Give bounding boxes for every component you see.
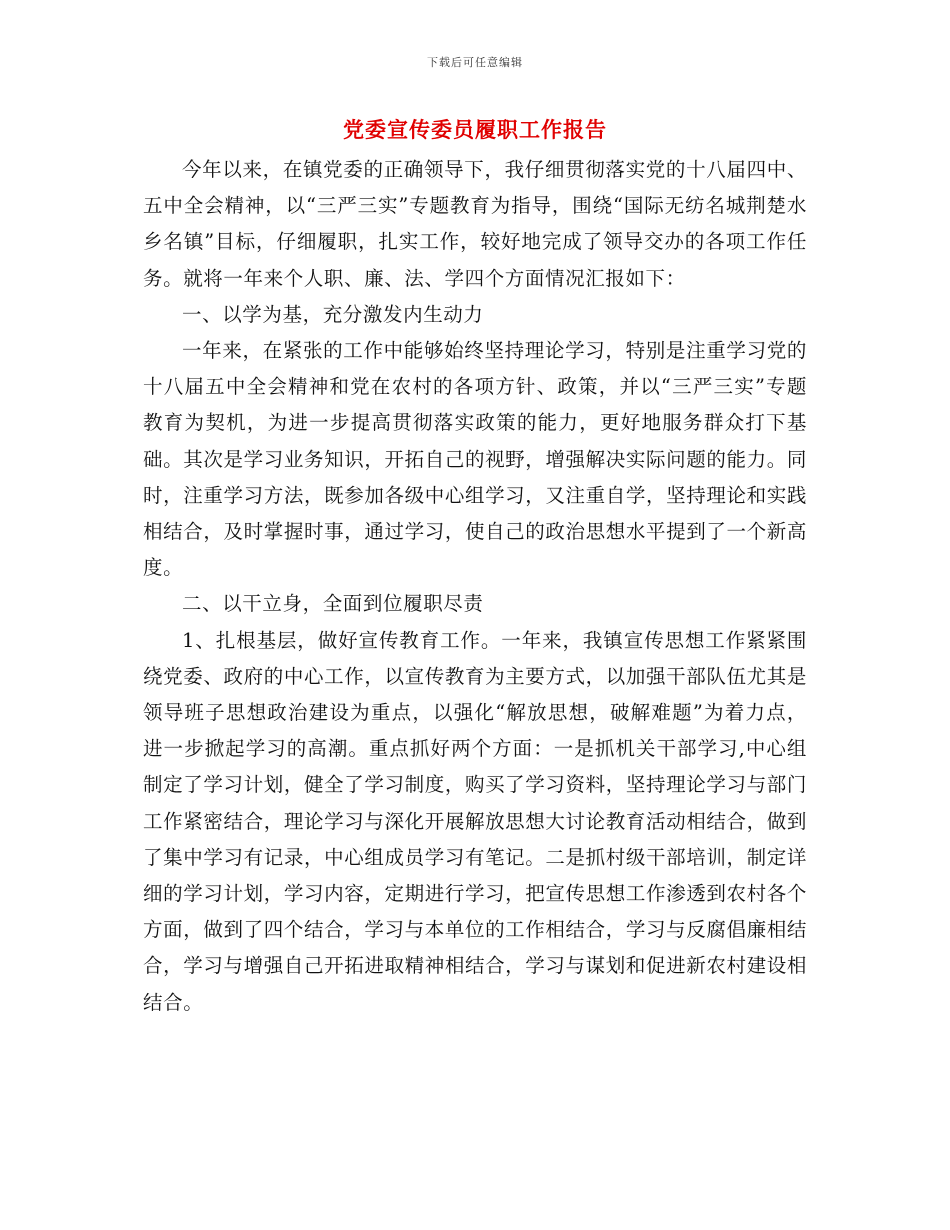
section-heading-2: 二、以干立身，全面到位履职尽责 bbox=[182, 592, 484, 616]
section-heading-1: 一、以学为基，充分激发内生动力 bbox=[182, 302, 484, 326]
document-body bbox=[143, 152, 807, 1021]
document-title: 党委宣传委员履职工作报告 bbox=[343, 117, 607, 142]
paragraph-intro: 今年以来，在镇党委的正确领导下，我仔细贯彻落实党的十八届四中、五中全会精神，以“三严三实”专题教育为指导，围绕“国际无纺名城荆楚水乡名镇”目标，仔细履职，扎实工作，较好地完成了领导交办的各项工作任务。就将一年来个人职、廉、法、学四个方面情况汇报如下： bbox=[143, 158, 807, 290]
header-note: 下载后可任意编辑 bbox=[427, 56, 523, 69]
paragraph-study: 一年来，在紧张的工作中能够始终坚持理论学习，特别是注重学习党的十八届五中全会精神和党在农村的各项方针、政策，并以“三严三实”专题教育为契机，为进一步提高贯彻落实政策的能力，更好地服务群众打下基础。其次是学习业务知识，开拓自己的视野，增强解决实际问题的能力。同时，注重学习方法，既参加各级中心组学习，又注重自学，坚持理论和实践相结合，及时掌握时事，通过学习，使自己的政治思想水平提到了一个新高度。 bbox=[143, 339, 807, 580]
paragraph-grassroots: 1、扎根基层，做好宣传教育工作。一年来，我镇宣传思想工作紧紧围绕党委、政府的中心工作，以宣传教育为主要方式，以加强干部队伍尤其是领导班子思想政治建设为重点，以强化“解放思想，破解难题”为着力点，进一步掀起学习的高潮。重点抓好两个方面：一是抓机关干部学习,中心组制定了学习计划，健全了学习制度，购买了学习资料，坚持理论学习与部门工作紧密结合，理论学习与深化开展解放思想大讨论教育活动相结合，做到了集中学习有记录，中心组成员学习有笔记。二是抓村级干部培训，制定详细的学习计划，学习内容，定期进行学习，把宣传思想工作渗透到农村各个方面，做到了四个结合，学习与本单位的工作相结合，学习与反腐倡廉相结合，学习与增强自己开拓进取精神相结合，学习与谋划和促进新农村建设相结合。 bbox=[143, 628, 807, 1014]
